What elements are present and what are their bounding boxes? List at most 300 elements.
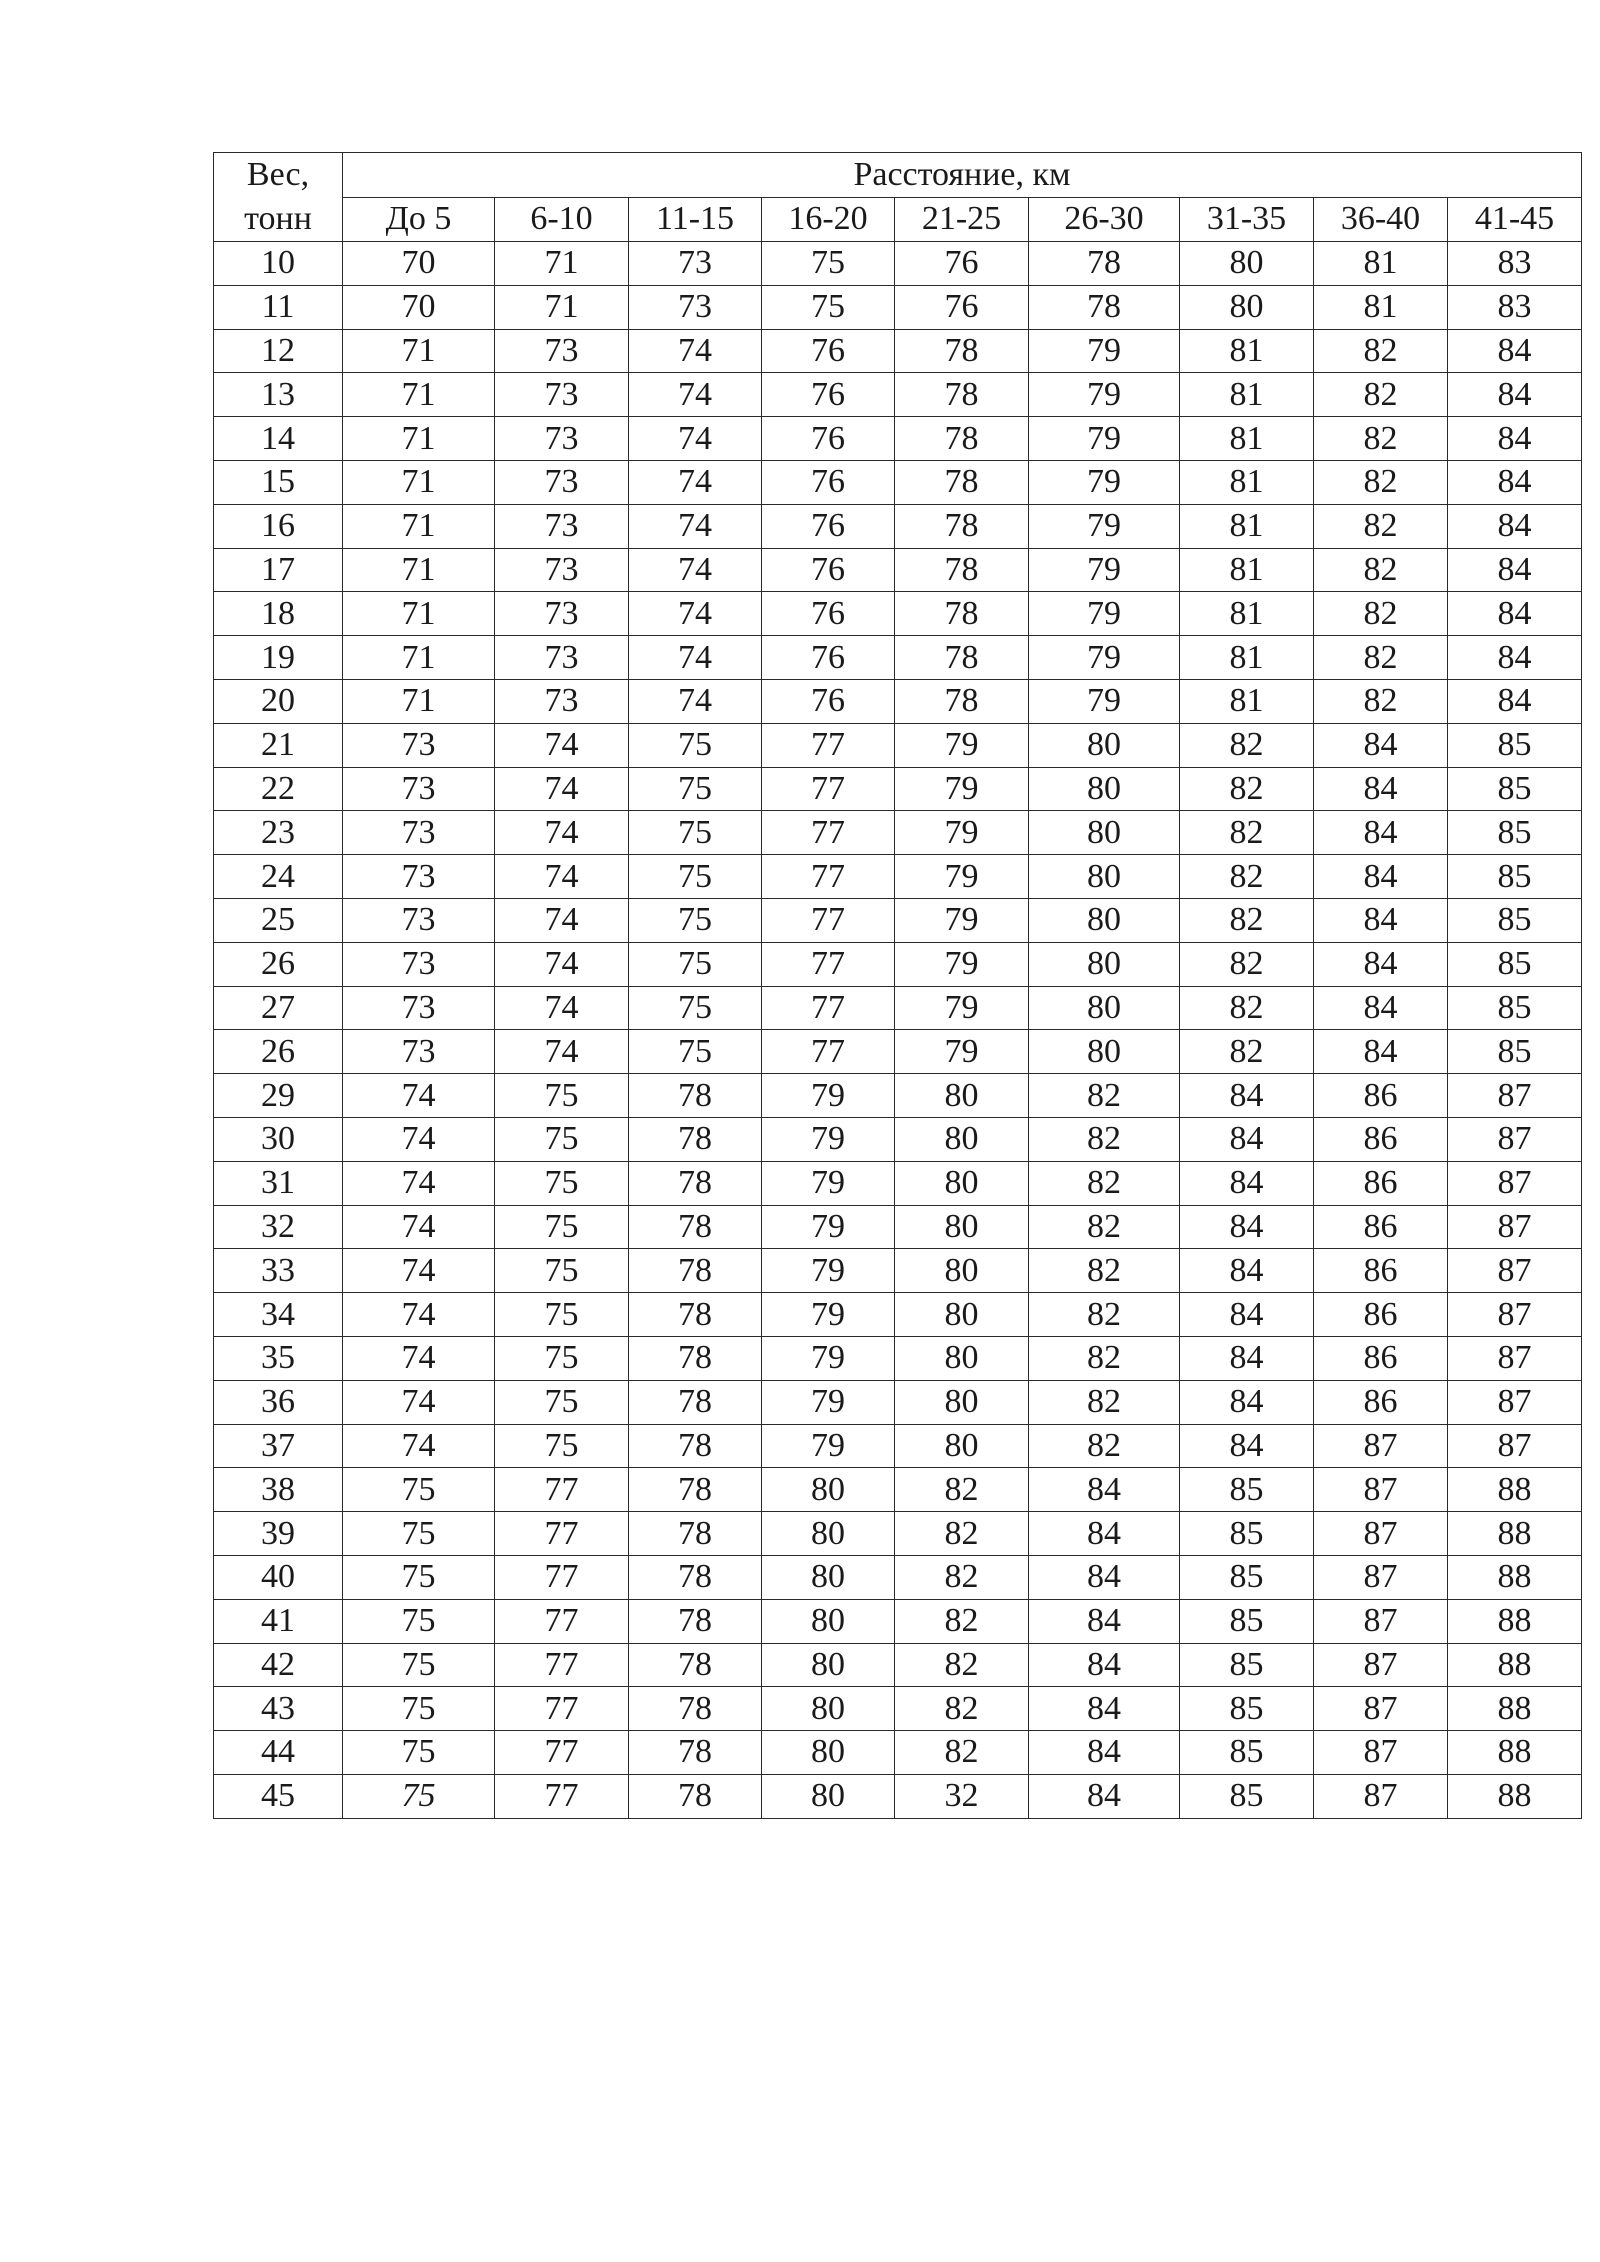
rate-cell: 80 (1029, 723, 1180, 767)
rate-cell: 82 (1029, 1117, 1180, 1161)
rate-cell: 74 (629, 592, 762, 636)
rate-cell: 78 (629, 1117, 762, 1161)
rate-cell: 84 (1029, 1774, 1180, 1818)
rate-cell: 75 (495, 1249, 629, 1293)
table-row (214, 1555, 1582, 1599)
rate-cell: 75 (495, 1074, 629, 1118)
rate-cell: 86 (1314, 1117, 1448, 1161)
rate-cell: 77 (762, 811, 895, 855)
rate-cell: 84 (1314, 942, 1448, 986)
rate-cell: 80 (762, 1599, 895, 1643)
rate-cell: 75 (343, 1512, 495, 1556)
rate-cell: 84 (1314, 811, 1448, 855)
rate-cell: 87 (1314, 1643, 1448, 1687)
rate-cell: 80 (895, 1249, 1029, 1293)
rate-cell: 78 (895, 592, 1029, 636)
rate-cell: 75 (495, 1293, 629, 1337)
weight-cell: 30 (214, 1117, 343, 1161)
rate-cell: 75 (495, 1117, 629, 1161)
rate-cell: 87 (1314, 1687, 1448, 1731)
rate-cell: 84 (1448, 460, 1582, 504)
rate-cell: 84 (1448, 548, 1582, 592)
rate-cell: 79 (762, 1336, 895, 1380)
table-row (214, 1117, 1582, 1161)
rate-cell: 88 (1448, 1468, 1582, 1512)
rate-cell: 71 (343, 548, 495, 592)
weight-cell: 43 (214, 1687, 343, 1731)
rate-cell: 78 (895, 460, 1029, 504)
rate-cell: 75 (629, 942, 762, 986)
table-row (214, 329, 1582, 373)
rate-cell: 79 (762, 1205, 895, 1249)
rate-cell: 79 (1029, 329, 1180, 373)
rate-cell: 84 (1180, 1074, 1314, 1118)
rate-cell: 79 (895, 1030, 1029, 1074)
rate-cell: 80 (895, 1424, 1029, 1468)
rate-cell: 80 (895, 1336, 1029, 1380)
rate-cell: 80 (1180, 242, 1314, 286)
table-row (214, 986, 1582, 1030)
rate-cell: 84 (1314, 986, 1448, 1030)
rate-cell: 84 (1180, 1293, 1314, 1337)
rate-cell: 73 (495, 460, 629, 504)
rate-cell: 81 (1180, 417, 1314, 461)
rate-cell: 80 (895, 1161, 1029, 1205)
rate-cell: 81 (1180, 679, 1314, 723)
distance-column-header: До 5 (343, 197, 495, 242)
rate-cell: 82 (895, 1687, 1029, 1731)
rate-cell: 82 (1314, 679, 1448, 723)
rate-cell: 75 (629, 855, 762, 899)
rate-cell: 73 (495, 679, 629, 723)
rate-cell: 74 (495, 855, 629, 899)
rate-cell: 80 (1180, 285, 1314, 329)
rate-cell: 86 (1314, 1336, 1448, 1380)
rate-cell: 74 (495, 767, 629, 811)
rate-cell: 84 (1448, 373, 1582, 417)
rate-cell: 85 (1180, 1774, 1314, 1818)
rate-cell: 79 (1029, 417, 1180, 461)
rate-cell: 80 (762, 1687, 895, 1731)
rate-cell: 80 (895, 1074, 1029, 1118)
rate-cell: 84 (1314, 1030, 1448, 1074)
rate-cell: 75 (629, 811, 762, 855)
rate-cell: 78 (895, 548, 1029, 592)
rate-cell: 86 (1314, 1380, 1448, 1424)
weight-cell: 31 (214, 1161, 343, 1205)
rate-cell: 82 (1029, 1074, 1180, 1118)
rate-cell: 85 (1448, 986, 1582, 1030)
distance-column-header: 31-35 (1180, 197, 1314, 242)
rate-cell: 82 (1029, 1205, 1180, 1249)
rate-cell: 78 (1029, 285, 1180, 329)
rate-cell: 75 (343, 1774, 495, 1818)
rate-cell: 80 (762, 1643, 895, 1687)
rate-cell: 77 (495, 1599, 629, 1643)
rate-cell: 79 (895, 723, 1029, 767)
distance-column-header: 11-15 (629, 197, 762, 242)
weight-cell: 29 (214, 1074, 343, 1118)
rate-cell: 79 (762, 1424, 895, 1468)
rate-cell: 78 (629, 1774, 762, 1818)
rate-cell: 79 (762, 1074, 895, 1118)
rate-cell: 71 (495, 242, 629, 286)
rate-cell: 79 (1029, 679, 1180, 723)
weight-cell: 16 (214, 504, 343, 548)
distance-column-header: 26-30 (1029, 197, 1180, 242)
rate-cell: 79 (1029, 373, 1180, 417)
rate-cell: 84 (1180, 1161, 1314, 1205)
rate-cell: 73 (343, 898, 495, 942)
rate-cell: 75 (343, 1599, 495, 1643)
rate-cell: 82 (895, 1555, 1029, 1599)
table-row (214, 1249, 1582, 1293)
rate-cell: 75 (629, 898, 762, 942)
table-row (214, 1074, 1582, 1118)
distance-column-header: 36-40 (1314, 197, 1448, 242)
rate-cell: 88 (1448, 1731, 1582, 1775)
rate-cell: 82 (1029, 1249, 1180, 1293)
weight-cell: 14 (214, 417, 343, 461)
rate-cell: 70 (343, 285, 495, 329)
rate-cell: 80 (762, 1731, 895, 1775)
table-row (214, 1380, 1582, 1424)
rate-cell: 73 (495, 636, 629, 680)
rate-cell: 80 (895, 1293, 1029, 1337)
rate-cell: 87 (1448, 1293, 1582, 1337)
table-row (214, 1468, 1582, 1512)
rate-cell: 73 (343, 942, 495, 986)
weight-cell: 10 (214, 242, 343, 286)
rate-cell: 78 (629, 1468, 762, 1512)
rate-cell: 80 (762, 1468, 895, 1512)
table-row (214, 242, 1582, 286)
rate-cell: 78 (629, 1074, 762, 1118)
rate-cell: 82 (1029, 1161, 1180, 1205)
rate-cell: 77 (762, 942, 895, 986)
rate-cell: 81 (1314, 242, 1448, 286)
rate-cell: 77 (495, 1512, 629, 1556)
rate-cell: 79 (895, 855, 1029, 899)
rate-cell: 78 (895, 373, 1029, 417)
rate-cell: 73 (495, 373, 629, 417)
rate-cell: 84 (1029, 1555, 1180, 1599)
rate-cell: 77 (762, 986, 895, 1030)
rate-cell: 84 (1314, 723, 1448, 767)
rate-cell: 84 (1029, 1731, 1180, 1775)
rate-cell: 75 (762, 285, 895, 329)
weight-cell: 25 (214, 898, 343, 942)
rate-cell: 79 (762, 1293, 895, 1337)
rate-cell: 74 (343, 1424, 495, 1468)
rate-cell: 87 (1448, 1205, 1582, 1249)
rate-cell: 76 (762, 548, 895, 592)
header-row-top (214, 153, 1582, 198)
rate-cell: 82 (1180, 898, 1314, 942)
rate-cell: 79 (895, 767, 1029, 811)
rate-cell: 82 (1029, 1293, 1180, 1337)
rate-cell: 77 (762, 898, 895, 942)
rate-cell: 78 (629, 1205, 762, 1249)
rate-cell: 74 (495, 986, 629, 1030)
rate-cell: 75 (343, 1643, 495, 1687)
rate-cell: 75 (343, 1468, 495, 1512)
rate-cell: 82 (895, 1512, 1029, 1556)
weight-cell: 33 (214, 1249, 343, 1293)
table-row (214, 1687, 1582, 1731)
rate-cell: 79 (1029, 504, 1180, 548)
rate-cell: 84 (1448, 329, 1582, 373)
rate-cell: 73 (495, 592, 629, 636)
rate-cell: 79 (762, 1161, 895, 1205)
rate-cell: 80 (762, 1555, 895, 1599)
table-row (214, 1424, 1582, 1468)
rate-cell: 84 (1448, 504, 1582, 548)
rate-cell: 77 (762, 767, 895, 811)
rate-cell: 88 (1448, 1555, 1582, 1599)
rate-cell: 74 (343, 1161, 495, 1205)
rate-cell: 74 (495, 723, 629, 767)
rate-cell: 75 (495, 1424, 629, 1468)
rate-cell: 82 (1180, 855, 1314, 899)
rate-cell: 82 (895, 1599, 1029, 1643)
rate-cell: 81 (1180, 373, 1314, 417)
rate-cell: 75 (762, 242, 895, 286)
rate-cell: 78 (895, 636, 1029, 680)
rate-cell: 76 (762, 373, 895, 417)
rate-cell: 71 (343, 460, 495, 504)
rate-cell: 85 (1180, 1731, 1314, 1775)
rate-cell: 82 (1180, 986, 1314, 1030)
rate-cell: 82 (1314, 548, 1448, 592)
rate-cell: 77 (762, 723, 895, 767)
rate-cell: 74 (343, 1074, 495, 1118)
rate-cell: 78 (629, 1249, 762, 1293)
rate-cell: 76 (762, 460, 895, 504)
rate-cell: 80 (895, 1380, 1029, 1424)
weight-cell: 18 (214, 592, 343, 636)
weight-column-header (214, 153, 343, 242)
table-row (214, 1293, 1582, 1337)
rate-cell: 84 (1314, 855, 1448, 899)
rate-cell: 82 (1180, 942, 1314, 986)
rate-cell: 87 (1314, 1774, 1448, 1818)
rate-cell: 76 (762, 417, 895, 461)
rate-cell: 73 (343, 811, 495, 855)
rate-cell: 79 (1029, 460, 1180, 504)
rate-cell: 74 (629, 504, 762, 548)
rate-cell: 75 (629, 767, 762, 811)
rate-cell: 82 (1180, 767, 1314, 811)
rate-cell: 71 (343, 329, 495, 373)
rate-cell: 86 (1314, 1293, 1448, 1337)
rate-cell: 83 (1448, 242, 1582, 286)
rate-cell: 76 (762, 504, 895, 548)
rate-cell: 84 (1448, 636, 1582, 680)
weight-cell: 37 (214, 1424, 343, 1468)
weight-cell: 26 (214, 1030, 343, 1074)
rate-cell: 88 (1448, 1687, 1582, 1731)
rate-cell: 77 (495, 1555, 629, 1599)
rate-cell: 75 (343, 1687, 495, 1731)
rate-cell: 82 (1314, 636, 1448, 680)
weight-cell: 35 (214, 1336, 343, 1380)
weight-cell: 17 (214, 548, 343, 592)
rate-cell: 71 (343, 636, 495, 680)
rate-cell: 87 (1314, 1512, 1448, 1556)
rate-cell: 74 (343, 1117, 495, 1161)
rate-cell: 81 (1314, 285, 1448, 329)
weight-cell: 41 (214, 1599, 343, 1643)
rate-cell: 74 (629, 329, 762, 373)
rate-cell: 82 (1314, 460, 1448, 504)
rate-cell: 86 (1314, 1249, 1448, 1293)
weight-cell: 20 (214, 679, 343, 723)
rate-cell: 82 (895, 1731, 1029, 1775)
weight-cell: 34 (214, 1293, 343, 1337)
rate-cell: 85 (1180, 1643, 1314, 1687)
table-row (214, 592, 1582, 636)
rate-cell: 79 (762, 1117, 895, 1161)
rate-cell: 78 (895, 329, 1029, 373)
rate-cell: 70 (343, 242, 495, 286)
rate-cell: 80 (1029, 942, 1180, 986)
rate-cell: 82 (1314, 592, 1448, 636)
weight-cell: 22 (214, 767, 343, 811)
rate-cell: 80 (895, 1205, 1029, 1249)
rate-cell: 84 (1029, 1512, 1180, 1556)
rate-cell: 83 (1448, 285, 1582, 329)
table-row (214, 942, 1582, 986)
table-row (214, 1205, 1582, 1249)
rate-cell: 79 (895, 898, 1029, 942)
table-row (214, 767, 1582, 811)
table-row (214, 285, 1582, 329)
rate-cell: 77 (495, 1468, 629, 1512)
rate-cell: 87 (1448, 1336, 1582, 1380)
rate-cell: 87 (1448, 1161, 1582, 1205)
rate-cell: 77 (495, 1687, 629, 1731)
rate-cell: 82 (1180, 1030, 1314, 1074)
rate-cell: 71 (495, 285, 629, 329)
rate-cell: 84 (1314, 898, 1448, 942)
table-row (214, 679, 1582, 723)
rate-cell: 79 (1029, 548, 1180, 592)
table-row (214, 723, 1582, 767)
rate-cell: 85 (1180, 1555, 1314, 1599)
rate-cell: 79 (895, 986, 1029, 1030)
table-row (214, 1030, 1582, 1074)
rate-cell: 71 (343, 417, 495, 461)
rate-cell: 84 (1029, 1687, 1180, 1731)
rate-cell: 81 (1180, 329, 1314, 373)
rate-cell: 73 (343, 855, 495, 899)
rate-table (213, 152, 1582, 1819)
rate-cell: 81 (1180, 460, 1314, 504)
rate-cell: 76 (762, 592, 895, 636)
rate-cell: 87 (1314, 1555, 1448, 1599)
rate-cell: 74 (343, 1293, 495, 1337)
rate-cell: 74 (629, 417, 762, 461)
rate-cell: 80 (895, 1117, 1029, 1161)
rate-cell: 78 (629, 1293, 762, 1337)
rate-cell: 74 (343, 1380, 495, 1424)
rate-cell: 78 (895, 417, 1029, 461)
rate-cell: 80 (1029, 898, 1180, 942)
rate-cell: 71 (343, 679, 495, 723)
rate-cell: 74 (629, 460, 762, 504)
rate-cell: 73 (629, 242, 762, 286)
rate-cell: 74 (495, 898, 629, 942)
rate-cell: 81 (1180, 592, 1314, 636)
rate-cell: 77 (495, 1643, 629, 1687)
weight-cell: 42 (214, 1643, 343, 1687)
rate-cell: 73 (343, 767, 495, 811)
rate-cell: 79 (762, 1380, 895, 1424)
table-row (214, 811, 1582, 855)
rate-cell: 78 (629, 1731, 762, 1775)
rate-cell: 73 (495, 504, 629, 548)
rate-cell: 87 (1314, 1731, 1448, 1775)
rate-cell: 82 (1180, 723, 1314, 767)
rate-cell: 84 (1180, 1336, 1314, 1380)
rate-cell: 82 (1314, 417, 1448, 461)
weight-cell: 40 (214, 1555, 343, 1599)
rate-cell: 75 (495, 1205, 629, 1249)
table-row (214, 1731, 1582, 1775)
table-row (214, 855, 1582, 899)
rate-cell: 78 (629, 1687, 762, 1731)
rate-cell: 77 (495, 1731, 629, 1775)
rate-cell: 73 (343, 1030, 495, 1074)
rate-cell: 80 (1029, 767, 1180, 811)
table-row (214, 1161, 1582, 1205)
weight-cell: 44 (214, 1731, 343, 1775)
rate-cell: 78 (629, 1424, 762, 1468)
rate-cell: 76 (895, 242, 1029, 286)
rate-cell: 86 (1314, 1205, 1448, 1249)
rate-cell: 78 (629, 1161, 762, 1205)
rate-cell: 79 (895, 942, 1029, 986)
rate-cell: 75 (495, 1161, 629, 1205)
table-row (214, 898, 1582, 942)
rate-cell: 86 (1314, 1161, 1448, 1205)
weight-cell: 32 (214, 1205, 343, 1249)
rate-cell: 84 (1180, 1380, 1314, 1424)
rate-cell: 78 (629, 1380, 762, 1424)
rate-cell: 85 (1180, 1687, 1314, 1731)
rate-cell: 84 (1448, 679, 1582, 723)
rate-cell: 84 (1180, 1205, 1314, 1249)
rate-cell: 81 (1180, 636, 1314, 680)
table-row (214, 373, 1582, 417)
rate-cell: 79 (1029, 592, 1180, 636)
rate-cell: 77 (762, 855, 895, 899)
rate-cell: 85 (1180, 1512, 1314, 1556)
rate-cell: 86 (1314, 1074, 1448, 1118)
weight-cell: 21 (214, 723, 343, 767)
rate-cell: 81 (1180, 504, 1314, 548)
rate-cell: 84 (1029, 1468, 1180, 1512)
rate-cell: 71 (343, 373, 495, 417)
weight-header-line2: тонн (244, 200, 312, 237)
rate-cell: 82 (895, 1468, 1029, 1512)
weight-cell: 39 (214, 1512, 343, 1556)
rate-cell: 75 (629, 723, 762, 767)
rate-cell: 74 (495, 811, 629, 855)
distance-column-header: 16-20 (762, 197, 895, 242)
table-row (214, 1599, 1582, 1643)
